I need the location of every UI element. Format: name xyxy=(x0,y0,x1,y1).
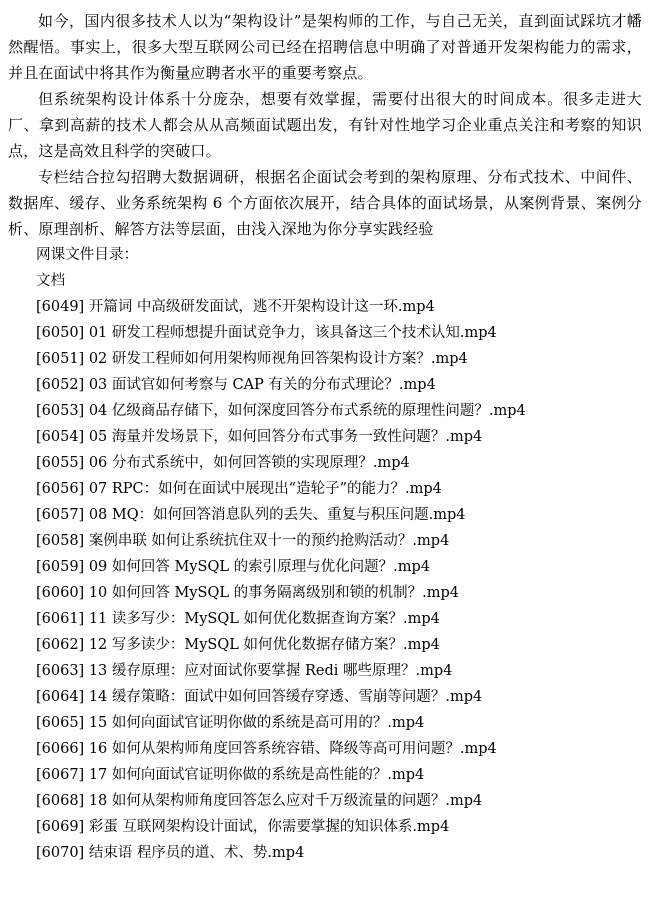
file-item: [6064] 14 缓存策略：面试中如何回答缓存穿透、雪崩等问题？.mp4 xyxy=(36,689,483,705)
intro-paragraph: 但系统架构设计体系十分庞杂，想要有效掌握，需要付出很大的时间成本。很多走进大厂、拿到高薪的技术人都会从从高频面试题出发，有针对性地学习企业重点关注和考察的知识点，这是高效且科学的突破口。 xyxy=(8,90,642,160)
file-item: [6060] 10 如何回答 MySQL 的事务隔离级别和锁的机制？.mp4 xyxy=(36,585,459,601)
catalog-heading: 网课文件目录： xyxy=(36,247,139,263)
intro-paragraph: 专栏结合拉勾招聘大数据调研，根据名企面试会考到的架构原理、分布式技术、中间件、数据库、缓存、业务系统架构 6 个方面依次展开，结合具体的面试场景，从案例背景、案例分析、原理剖析、解答方法等层面，由浅入深地为你分享实践经验 xyxy=(8,168,642,238)
file-item: [6067] 17 如何向面试官证明你做的系统是高性能的？.mp4 xyxy=(36,767,425,783)
file-item: [6066] 16 如何从架构师角度回答系统容错、降级等高可用问题？.mp4 xyxy=(36,741,497,757)
intro-paragraph: 如今，国内很多技术人以为“架构设计”是架构师的工作，与自己无关，直到面试踩坑才幡然醒悟。事实上，很多大型互联网公司已经在招聘信息中明确了对普通开发架构能力的需求，并且在面试中将其作为衡量应聘者水平的重要考察点。 xyxy=(8,12,642,82)
file-item: [6051] 02 研发工程师如何用架构师视角回答架构设计方案？.mp4 xyxy=(36,351,468,367)
catalog-section xyxy=(8,242,642,866)
intro-section xyxy=(8,8,642,242)
file-item: [6070] 结束语 程序员的道、术、势.mp4 xyxy=(36,845,305,861)
file-item: [6065] 15 如何向面试官证明你做的系统是高可用的？.mp4 xyxy=(36,715,425,731)
file-item: [6062] 12 写多读少：MySQL 如何优化数据存储方案？.mp4 xyxy=(36,637,440,653)
file-item: [6055] 06 分布式系统中，如何回答锁的实现原理？.mp4 xyxy=(36,455,410,471)
folder-label: 文档 xyxy=(36,273,66,289)
file-list xyxy=(8,294,642,866)
file-item: [6052] 03 面试官如何考察与 CAP 有关的分布式理论？.mp4 xyxy=(36,377,436,393)
file-item: [6057] 08 MQ：如何回答消息队列的丢失、重复与积压问题.mp4 xyxy=(36,507,466,523)
file-item: [6069] 彩蛋 互联网架构设计面试，你需要掌握的知识体系.mp4 xyxy=(36,819,450,835)
file-item: [6049] 开篇词 中高级研发面试，逃不开架构设计这一环.mp4 xyxy=(36,299,435,315)
file-item: [6063] 13 缓存原理：应对面试你要掌握 Redi 哪些原理？.mp4 xyxy=(36,663,453,679)
file-item: [6061] 11 读多写少：MySQL 如何优化数据查询方案？.mp4 xyxy=(36,611,440,627)
file-item: [6054] 05 海量并发场景下，如何回答分布式事务一致性问题？.mp4 xyxy=(36,429,483,445)
file-item: [6056] 07 RPC：如何在面试中展现出“造轮子”的能力？.mp4 xyxy=(36,481,442,497)
file-item: [6053] 04 亿级商品存储下，如何深度回答分布式系统的原理性问题？.mp4 xyxy=(36,403,526,419)
file-item: [6058] 案例串联 如何让系统抗住双十一的预约抢购活动？.mp4 xyxy=(36,533,450,549)
file-item: [6050] 01 研发工程师想提升面试竞争力，该具备这三个技术认知.mp4 xyxy=(36,325,497,341)
file-item: [6068] 18 如何从架构师角度回答怎么应对千万级流量的问题？.mp4 xyxy=(36,793,483,809)
file-item: [6059] 09 如何回答 MySQL 的索引原理与优化问题？.mp4 xyxy=(36,559,430,575)
